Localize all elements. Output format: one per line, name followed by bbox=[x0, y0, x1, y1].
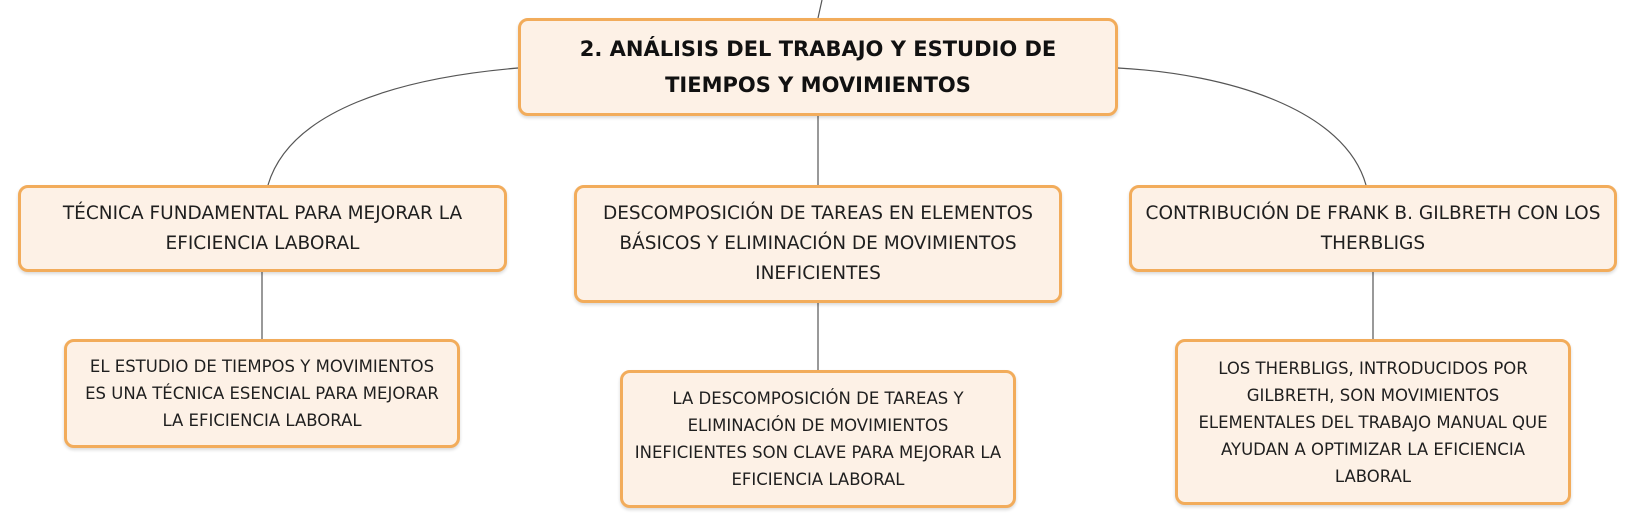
connector-root-to-right bbox=[1118, 68, 1366, 185]
topic-text: TÉCNICA FUNDAMENTAL PARA MEJORAR LA EFICIENCIA LABORAL bbox=[62, 202, 463, 254]
subtopic-text: LOS THERBLIGS, INTRODUCIDOS POR GILBRETH, SON MOVIMIENTOS ELEMENTALES DEL TRABAJO MANUAL QUE AYUDAN A OPTIMIZAR LA EFICIENCIA LABORAL bbox=[1198, 358, 1548, 486]
subtopic-node-estudio-tiempos[interactable] bbox=[64, 339, 460, 448]
topic-node-descomposicion-tareas[interactable] bbox=[574, 185, 1062, 303]
subtopic-text: EL ESTUDIO DE TIEMPOS Y MOVIMIENTOS ES UNA TÉCNICA ESENCIAL PARA MEJORAR LA EFICIENCIA LABORAL bbox=[85, 357, 439, 430]
topic-node-contribucion-gilbreth[interactable] bbox=[1129, 185, 1617, 272]
connector-root-to-left bbox=[268, 68, 518, 185]
topic-node-tecnica-fundamental[interactable] bbox=[18, 185, 507, 272]
connector-incoming bbox=[818, 0, 822, 18]
subtopic-node-therbligs[interactable] bbox=[1175, 339, 1571, 505]
root-topic-text: 2. ANÁLISIS DEL TRABAJO Y ESTUDIO DE TIEMPOS Y MOVIMIENTOS bbox=[579, 37, 1057, 97]
topic-text: CONTRIBUCIÓN DE FRANK B. GILBRETH CON LOS THERBLIGS bbox=[1145, 202, 1601, 254]
topic-text: DESCOMPOSICIÓN DE TAREAS EN ELEMENTOS BÁSICOS Y ELIMINACIÓN DE MOVIMIENTOS INEFICIENTES bbox=[602, 203, 1034, 284]
root-topic-node[interactable] bbox=[518, 18, 1118, 116]
subtopic-node-descomposicion-clave[interactable] bbox=[620, 370, 1016, 508]
subtopic-text: LA DESCOMPOSICIÓN DE TAREAS Y ELIMINACIÓN DE MOVIMIENTOS INEFICIENTES SON CLAVE PARA MEJORAR LA EFICIENCIA LABORAL bbox=[634, 389, 1002, 489]
